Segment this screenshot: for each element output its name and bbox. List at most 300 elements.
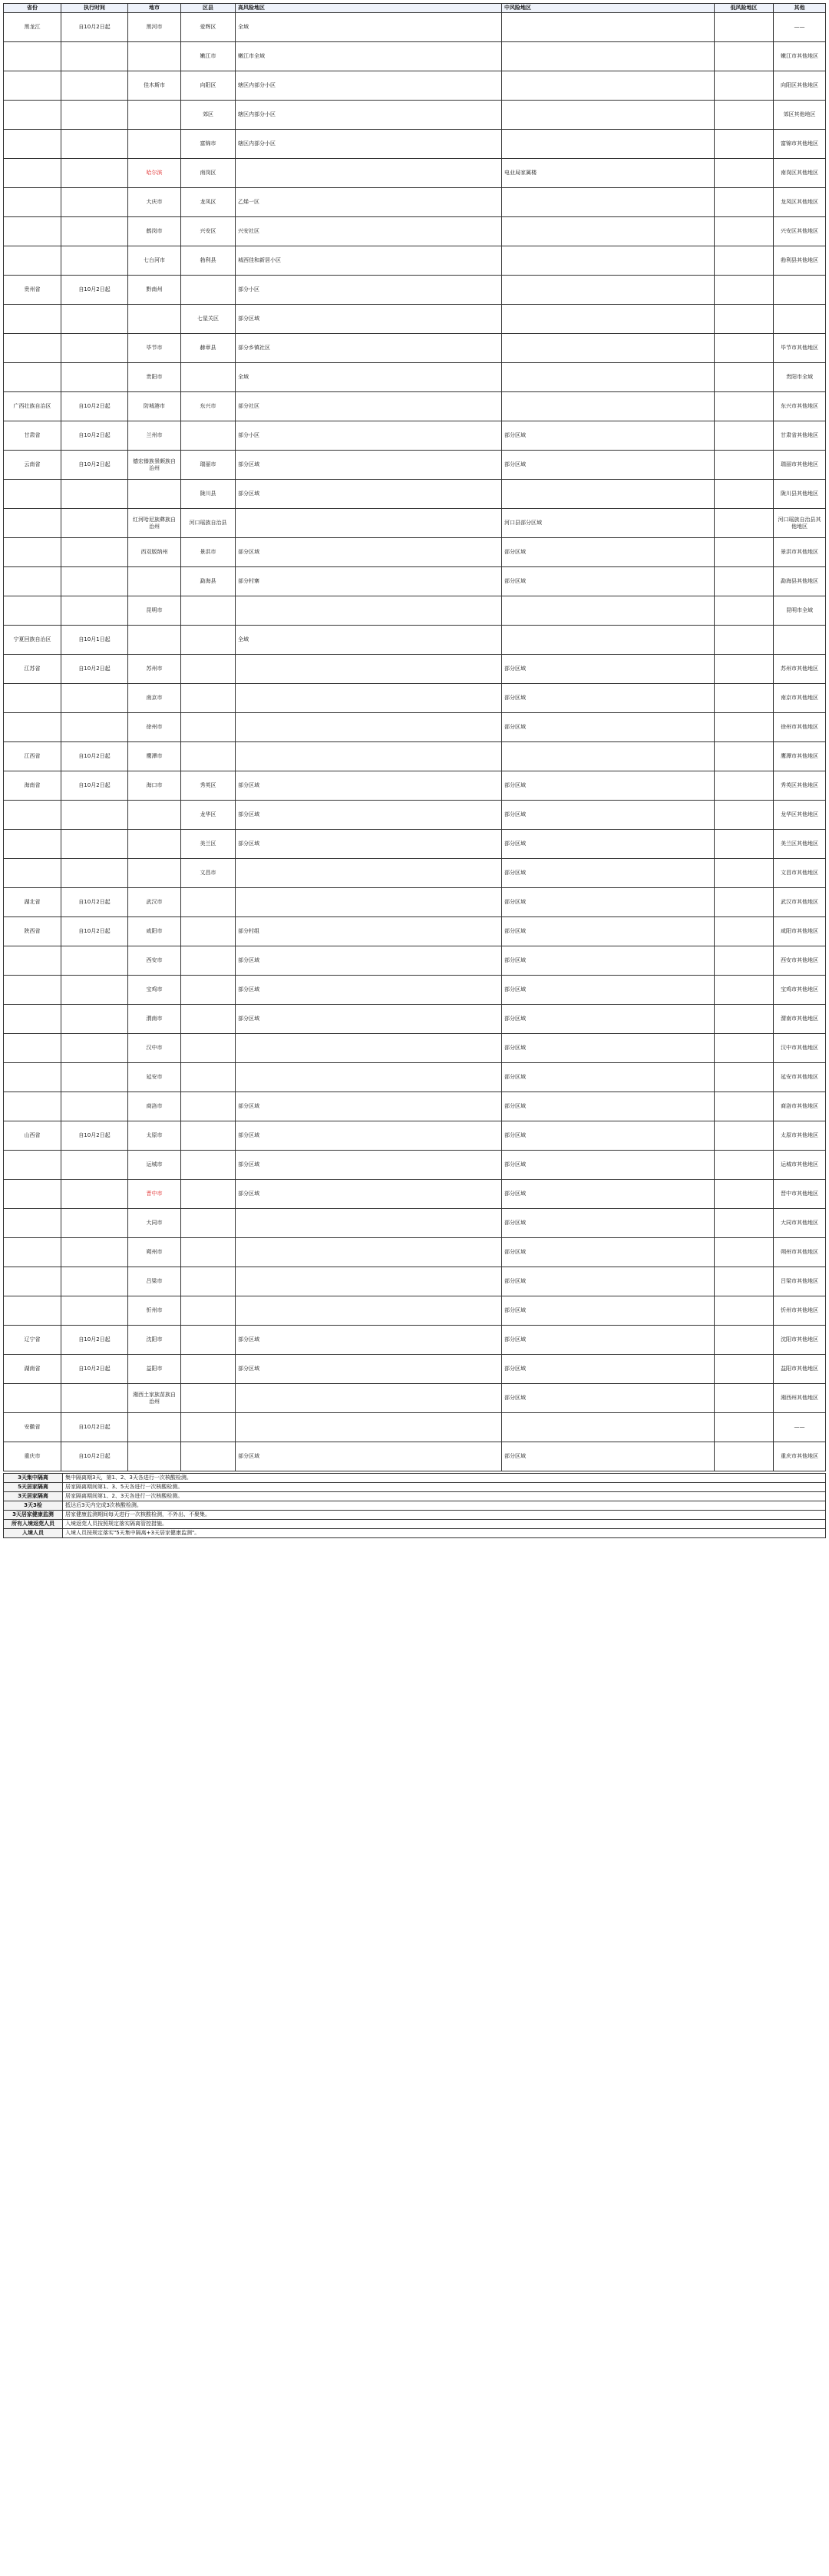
cell-h: 部分村组 [236,917,502,946]
cell-m: 部分区域 [502,1326,715,1355]
cell-p [4,1034,61,1063]
table-row [4,1151,826,1180]
cell-l [715,1005,774,1034]
cell-d: 瑞丽市 [181,451,236,480]
cell-h: 部分区域 [236,830,502,859]
note-key: 3天集中隔离 [4,1474,63,1483]
note-value: 抵达后3天内完成3次核酸检测。 [63,1501,826,1511]
cell-d: 爱辉区 [181,13,236,42]
cell-d: 嫩江市 [181,42,236,71]
cell-l [715,917,774,946]
cell-p [4,1151,61,1180]
note-row [4,1520,826,1529]
cell-m: 河口县部分区域 [502,509,715,538]
cell-c [128,859,181,888]
cell-o: 陇川县其他地区 [774,480,826,509]
cell-p: 江西省 [4,742,61,771]
table-row [4,392,826,421]
cell-m: 电业局家属楼 [502,159,715,188]
cell-d: 龙华区 [181,801,236,830]
cell-t [61,1180,128,1209]
cell-t [61,246,128,276]
table-row [4,1296,826,1326]
cell-m [502,246,715,276]
cell-o: 景洪市其他地区 [774,538,826,567]
cell-l [715,71,774,101]
cell-l [715,1267,774,1296]
cell-h [236,1238,502,1267]
cell-o: 兴安区其他地区 [774,217,826,246]
cell-m [502,480,715,509]
cell-d: 南岗区 [181,159,236,188]
cell-d [181,1209,236,1238]
table-row [4,71,826,101]
cell-c: 西安市 [128,946,181,976]
cell-d: 郊区 [181,101,236,130]
cell-c: 大庆市 [128,188,181,217]
cell-t [61,363,128,392]
cell-m: 部分区域 [502,888,715,917]
cell-c [128,567,181,596]
cell-t: 自10月2日起 [61,451,128,480]
cell-p [4,363,61,392]
table-row [4,276,826,305]
cell-c [128,42,181,71]
cell-l [715,567,774,596]
cell-c: 晋中市 [128,1180,181,1209]
header-cell: 区县 [181,4,236,13]
table-row [4,655,826,684]
cell-l [715,480,774,509]
cell-d [181,596,236,626]
cell-h: 部分区域 [236,1442,502,1471]
cell-l [715,1355,774,1384]
cell-o: 大同市其他地区 [774,1209,826,1238]
cell-d [181,1180,236,1209]
cell-h: 辖区内部分小区 [236,130,502,159]
header-cell: 地市 [128,4,181,13]
cell-p: 海南省 [4,771,61,801]
cell-l [715,596,774,626]
cell-m [502,334,715,363]
table-row [4,188,826,217]
cell-t [61,830,128,859]
cell-m [502,363,715,392]
cell-h: 部分区域 [236,1121,502,1151]
cell-m [502,42,715,71]
table-row [4,363,826,392]
cell-m: 部分区域 [502,1063,715,1092]
cell-h [236,1267,502,1296]
cell-l [715,801,774,830]
cell-m: 部分区域 [502,451,715,480]
cell-h: 部分区域 [236,801,502,830]
cell-h: 部分区域 [236,1151,502,1180]
cell-m: 部分区域 [502,538,715,567]
cell-c: 鹤岗市 [128,217,181,246]
cell-d [181,655,236,684]
cell-t [61,538,128,567]
cell-d: 七星关区 [181,305,236,334]
table-row [4,451,826,480]
cell-t: 自10月2日起 [61,917,128,946]
cell-d [181,1442,236,1471]
cell-c: 黑河市 [128,13,181,42]
cell-l [715,1326,774,1355]
cell-p: 贵州省 [4,276,61,305]
cell-m [502,276,715,305]
cell-t [61,1151,128,1180]
cell-m: 部分区域 [502,1180,715,1209]
cell-h: 部分区域 [236,976,502,1005]
cell-l [715,684,774,713]
cell-p [4,159,61,188]
cell-c: 咸阳市 [128,917,181,946]
table-row [4,538,826,567]
cell-c: 益阳市 [128,1355,181,1384]
cell-d [181,1238,236,1267]
note-row [4,1492,826,1501]
cell-p [4,1296,61,1326]
cell-m: 部分区域 [502,1355,715,1384]
cell-t [61,159,128,188]
cell-h: 兴安社区 [236,217,502,246]
cell-m: 部分区域 [502,1092,715,1121]
cell-p: 黑龙江 [4,13,61,42]
table-row [4,976,826,1005]
cell-t: 自10月2日起 [61,655,128,684]
cell-t [61,1384,128,1413]
cell-h [236,1296,502,1326]
cell-o: 嫩江市其他地区 [774,42,826,71]
cell-o: 富锦市其他地区 [774,130,826,159]
table-row [4,713,826,742]
cell-d [181,1121,236,1151]
table-row [4,742,826,771]
cell-c [128,626,181,655]
cell-m: 部分区域 [502,713,715,742]
cell-m [502,71,715,101]
cell-h [236,888,502,917]
table-row [4,1180,826,1209]
cell-m [502,1413,715,1442]
cell-o [774,305,826,334]
cell-t: 自10月2日起 [61,742,128,771]
cell-l [715,13,774,42]
cell-l [715,246,774,276]
cell-o [774,276,826,305]
cell-c: 沈阳市 [128,1326,181,1355]
cell-l [715,1413,774,1442]
table-row [4,567,826,596]
cell-p [4,713,61,742]
header-cell: 低风险地区 [715,4,774,13]
cell-l [715,363,774,392]
cell-m [502,188,715,217]
cell-o: 商洛市其他地区 [774,1092,826,1121]
cell-t: 自10月2日起 [61,1121,128,1151]
cell-t [61,130,128,159]
cell-o: 武汉市其他地区 [774,888,826,917]
cell-o: 贵阳市全域 [774,363,826,392]
cell-m: 部分区域 [502,1151,715,1180]
cell-t [61,1267,128,1296]
cell-p [4,946,61,976]
header-cell: 高风险地区 [236,4,502,13]
cell-p [4,801,61,830]
cell-c: 海口市 [128,771,181,801]
cell-t [61,480,128,509]
cell-t [61,188,128,217]
header-cell: 中风险地区 [502,4,715,13]
table-row [4,13,826,42]
cell-o: 益阳市其他地区 [774,1355,826,1384]
cell-m: 部分区域 [502,1384,715,1413]
cell-o: 重庆市其他地区 [774,1442,826,1471]
note-key: 3天3检 [4,1501,63,1511]
table-row [4,859,826,888]
table-row [4,334,826,363]
cell-o: 忻州市其他地区 [774,1296,826,1326]
cell-o: 吕梁市其他地区 [774,1267,826,1296]
cell-t: 自10月2日起 [61,421,128,451]
cell-d [181,888,236,917]
cell-d [181,1005,236,1034]
cell-d: 景洪市 [181,538,236,567]
cell-d: 秀英区 [181,771,236,801]
cell-c: 徐州市 [128,713,181,742]
cell-m: 部分区域 [502,771,715,801]
table-row [4,1413,826,1442]
cell-t: 自10月2日起 [61,888,128,917]
cell-c: 湘西土家族苗族自治州 [128,1384,181,1413]
notes-table [3,1473,826,1538]
cell-l [715,1442,774,1471]
cell-m: 部分区域 [502,1267,715,1296]
cell-l [715,626,774,655]
cell-p: 广西壮族自治区 [4,392,61,421]
cell-c: 朔州市 [128,1238,181,1267]
cell-o: 延安市其他地区 [774,1063,826,1092]
cell-l [715,1151,774,1180]
cell-c: 黔南州 [128,276,181,305]
cell-h: 城西佳和新居小区 [236,246,502,276]
cell-o: 南京市其他地区 [774,684,826,713]
cell-t [61,1238,128,1267]
cell-l [715,771,774,801]
cell-o: 文昌市其他地区 [774,859,826,888]
cell-p: 重庆市 [4,1442,61,1471]
cell-d: 赫章县 [181,334,236,363]
cell-o: 昆明市全域 [774,596,826,626]
cell-h: 部分区域 [236,538,502,567]
cell-o: 晋中市其他地区 [774,1180,826,1209]
cell-o: 宝鸡市其他地区 [774,976,826,1005]
cell-l [715,946,774,976]
cell-d: 兴安区 [181,217,236,246]
cell-l [715,334,774,363]
cell-h [236,1384,502,1413]
cell-t [61,217,128,246]
cell-p: 江苏省 [4,655,61,684]
cell-d: 东兴市 [181,392,236,421]
note-value: 居家隔离期间第1、2、3天各进行一次核酸检测。 [63,1492,826,1501]
table-row [4,1034,826,1063]
cell-d [181,976,236,1005]
cell-o: 毕节市其他地区 [774,334,826,363]
cell-m: 部分区域 [502,567,715,596]
cell-p [4,42,61,71]
cell-h: 部分乡镇社区 [236,334,502,363]
table-row [4,130,826,159]
cell-d: 河口瑶族自治县 [181,509,236,538]
cell-l [715,217,774,246]
cell-h [236,713,502,742]
table-row [4,1267,826,1296]
cell-p [4,334,61,363]
cell-p [4,538,61,567]
cell-d: 美兰区 [181,830,236,859]
cell-h: 部分区域 [236,1180,502,1209]
cell-p [4,830,61,859]
cell-c [128,801,181,830]
cell-o: —— [774,1413,826,1442]
cell-d [181,742,236,771]
cell-t [61,334,128,363]
cell-c [128,130,181,159]
cell-t: 自10月2日起 [61,1326,128,1355]
cell-m [502,305,715,334]
note-value: 居家健康监测期间每天进行一次核酸检测，不外出、不聚集。 [63,1511,826,1520]
table-row [4,830,826,859]
cell-h: 部分村寨 [236,567,502,596]
cell-o: 苏州市其他地区 [774,655,826,684]
cell-l [715,276,774,305]
cell-h: 部分区域 [236,1005,502,1034]
cell-o: 徐州市其他地区 [774,713,826,742]
cell-h: 全域 [236,626,502,655]
cell-c: 兰州市 [128,421,181,451]
cell-m: 部分区域 [502,1209,715,1238]
cell-d: 向阳区 [181,71,236,101]
cell-m: 部分区域 [502,830,715,859]
cell-h: 乙烯一区 [236,188,502,217]
cell-h [236,1209,502,1238]
cell-l [715,188,774,217]
cell-d [181,946,236,976]
cell-m: 部分区域 [502,976,715,1005]
cell-t: 自10月2日起 [61,1442,128,1471]
cell-d [181,276,236,305]
cell-t [61,1005,128,1034]
table-row [4,1005,826,1034]
cell-d [181,1092,236,1121]
cell-m [502,13,715,42]
cell-t: 自10月2日起 [61,392,128,421]
cell-d [181,713,236,742]
cell-h [236,509,502,538]
cell-o: 秀英区其他地区 [774,771,826,801]
table-row [4,509,826,538]
cell-o: 运城市其他地区 [774,1151,826,1180]
note-row [4,1511,826,1520]
note-row [4,1483,826,1492]
cell-h: 部分区域 [236,1092,502,1121]
cell-d [181,1384,236,1413]
note-value: 入境返莞人员按照规定落实隔离管控措施。 [63,1520,826,1529]
risk-area-table [3,3,826,1471]
cell-o: 勃利县其他地区 [774,246,826,276]
cell-c: 贵阳市 [128,363,181,392]
cell-t [61,596,128,626]
header-cell: 执行时间 [61,4,128,13]
cell-l [715,130,774,159]
table-row [4,801,826,830]
note-key: 入境人员 [4,1529,63,1538]
cell-o: 龙凤区其他地区 [774,188,826,217]
cell-p [4,130,61,159]
note-key: 5天居家隔离 [4,1483,63,1492]
cell-l [715,159,774,188]
table-row [4,946,826,976]
cell-d [181,1034,236,1063]
table-row [4,305,826,334]
cell-o: 渭南市其他地区 [774,1005,826,1034]
cell-t [61,1209,128,1238]
cell-m [502,626,715,655]
cell-d: 富锦市 [181,130,236,159]
cell-o: 龙华区其他地区 [774,801,826,830]
cell-d: 龙凤区 [181,188,236,217]
cell-l [715,713,774,742]
cell-p [4,1092,61,1121]
cell-c: 红河哈尼族彝族自治州 [128,509,181,538]
cell-t: 自10月2日起 [61,276,128,305]
cell-p [4,188,61,217]
cell-m: 部分区域 [502,946,715,976]
cell-l [715,509,774,538]
cell-p [4,1384,61,1413]
cell-d [181,421,236,451]
table-row [4,771,826,801]
cell-o: 瑞丽市其他地区 [774,451,826,480]
cell-p [4,976,61,1005]
table-row [4,421,826,451]
cell-c: 哈尔滨 [128,159,181,188]
cell-o: 太原市其他地区 [774,1121,826,1151]
cell-o: 朔州市其他地区 [774,1238,826,1267]
cell-o: 湘西州其他地区 [774,1384,826,1413]
cell-p [4,480,61,509]
cell-c: 南京市 [128,684,181,713]
cell-p: 陕西省 [4,917,61,946]
cell-c [128,1413,181,1442]
cell-l [715,1063,774,1092]
cell-o: —— [774,13,826,42]
table-row [4,480,826,509]
cell-d [181,1267,236,1296]
cell-p [4,217,61,246]
cell-p [4,101,61,130]
cell-p [4,1063,61,1092]
cell-c: 汉中市 [128,1034,181,1063]
cell-c: 武汉市 [128,888,181,917]
cell-c: 佳木斯市 [128,71,181,101]
cell-h: 辖区内部分小区 [236,101,502,130]
cell-h [236,1034,502,1063]
cell-d [181,363,236,392]
cell-o: 咸阳市其他地区 [774,917,826,946]
